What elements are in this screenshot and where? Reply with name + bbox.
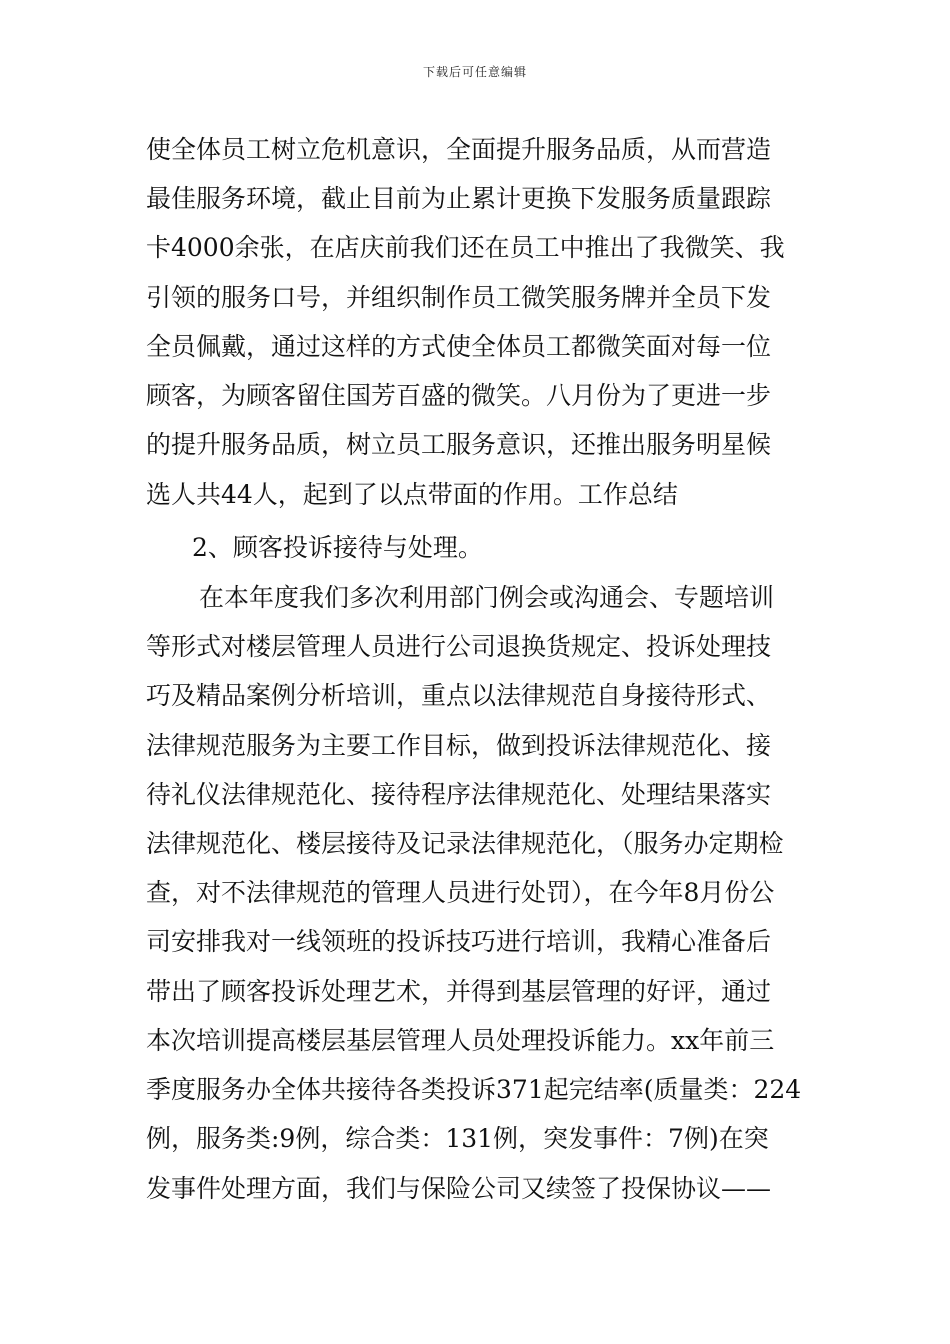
paragraph-first-line: 在本年度我们多次利用部门例会或沟通会、专题培训 (199, 583, 775, 612)
body-line: 本次培训提高楼层基层管理人员处理投诉能力。xx年前三 (146, 1026, 775, 1055)
body-line: 待礼仪法律规范化、接待程序法律规范化、处理结果落实 (146, 780, 772, 809)
body-line: 巧及精品案例分析培训，重点以法律规范自身接待形式、 (146, 681, 772, 710)
body-line: 等形式对楼层管理人员进行公司退换货规定、投诉处理技 (146, 632, 772, 661)
body-line: 法律规范服务为主要工作目标，做到投诉法律规范化、接 (146, 731, 772, 760)
body-line: 引领的服务口号，并组织制作员工微笑服务牌并全员下发 (146, 283, 772, 312)
body-line: 最佳服务环境，截止目前为止累计更换下发服务质量跟踪 (146, 184, 772, 213)
body-line: 使全体员工树立危机意识，全面提升服务品质，从而营造 (146, 135, 772, 164)
body-line: 带出了顾客投诉处理艺术，并得到基层管理的好评，通过 (146, 977, 772, 1006)
page-header: 下载后可任意编辑 (422, 65, 527, 79)
section-heading: 2、顾客投诉接待与处理。 (192, 533, 483, 562)
body-line: 顾客，为顾客留住国芳百盛的微笑。八月份为了更进一步 (146, 381, 772, 410)
body-line: 选人共44人，起到了以点带面的作用。工作总结 (146, 480, 678, 509)
body-line: 例，服务类:9例，综合类：131例，突发事件：7例)在突 (146, 1124, 769, 1153)
body-line: 发事件处理方面，我们与保险公司又续签了投保协议—— (146, 1174, 772, 1203)
body-line: 全员佩戴，通过这样的方式使全体员工都微笑面对每一位 (146, 332, 772, 361)
body-line: 查，对不法律规范的管理人员进行处罚），在今年8月份公 (146, 878, 775, 907)
body-line: 的提升服务品质，树立员工服务意识，还推出服务明星候 (146, 430, 772, 459)
body-line: 法律规范化、楼层接待及记录法律规范化，（服务办定期检 (146, 829, 784, 858)
body-line: 季度服务办全体共接待各类投诉371起完结率(质量类：224 (146, 1075, 802, 1104)
body-line: 卡4000余张，在店庆前我们还在员工中推出了我微笑、我 (146, 233, 785, 262)
body-line: 司安排我对一线领班的投诉技巧进行培训，我精心准备后 (146, 927, 772, 956)
